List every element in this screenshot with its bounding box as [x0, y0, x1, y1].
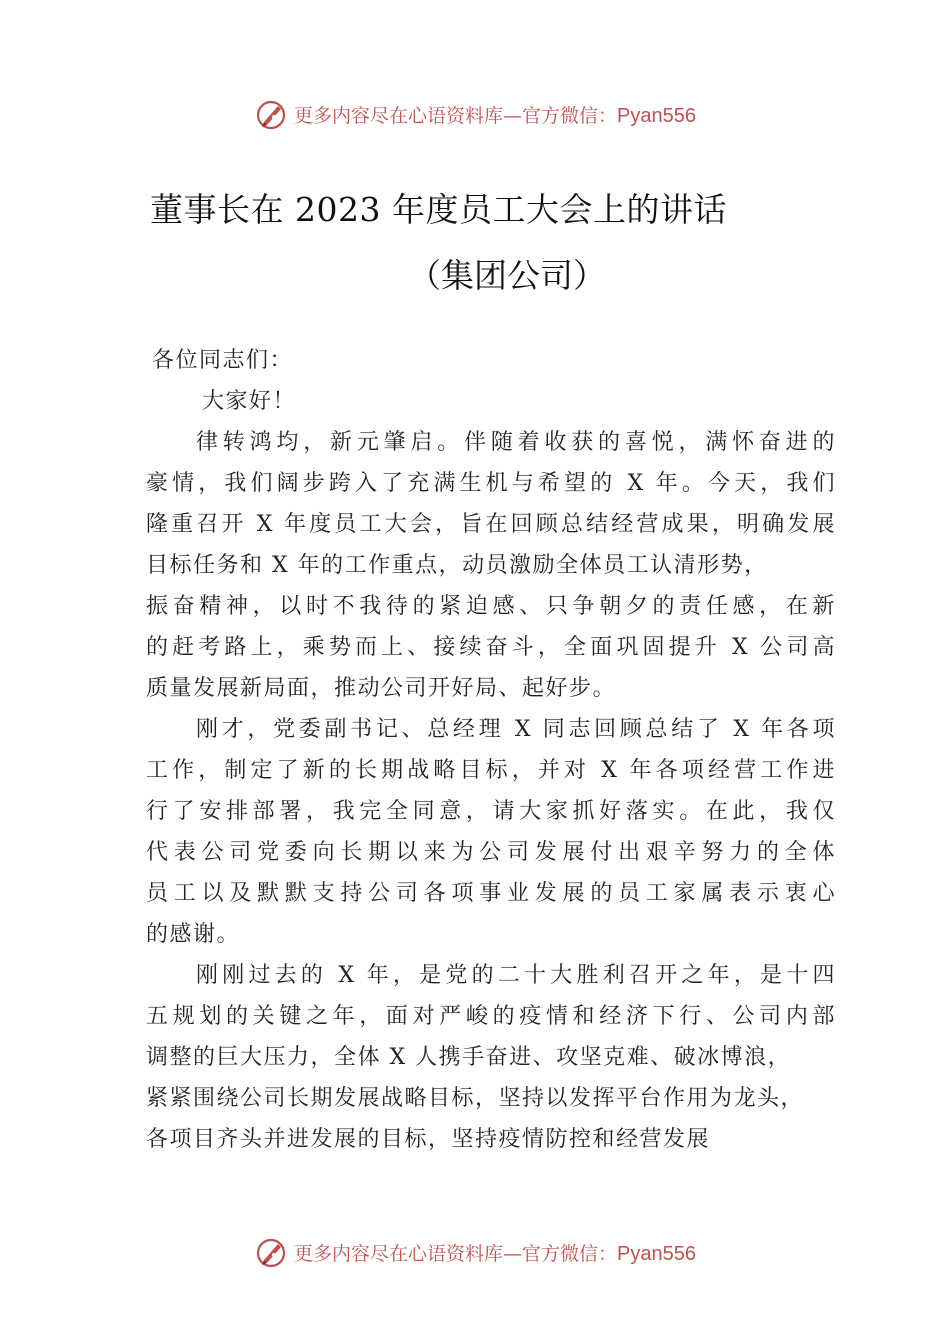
- watermark-text: 更多内容尽在心语资料库—官方微信：Pyan556: [294, 104, 696, 127]
- body-line: 行了安排部署，我完全同意，请大家抓好落实。在此，我仅: [146, 799, 836, 824]
- wechat-id: Pyan556: [617, 104, 696, 127]
- body-line: 刚刚过去的 X 年，是党的二十大胜利召开之年，是十四: [196, 963, 836, 988]
- body-line: 的赶考路上，乘势而上、接续奋斗，全面巩固提升 X 公司高: [146, 635, 836, 660]
- body-line: 豪情，我们阔步跨入了充满生机与希望的 X 年。今天，我们: [146, 471, 836, 496]
- body-line: 紧紧围绕公司长期发展战略目标，坚持以发挥平台作用为龙头，: [146, 1086, 805, 1111]
- body-paragraphs: [146, 422, 836, 1160]
- header-watermark: [0, 94, 950, 134]
- body-line: 目标任务和 X 年的工作重点，动员激励全体员工认清形势，: [146, 553, 768, 578]
- document-subtitle: （集团公司）: [408, 256, 606, 295]
- pen-logo-icon: [254, 97, 288, 131]
- document-title: 董事长在 2023 年度员工大会上的讲话: [150, 190, 727, 229]
- watermark-text: 更多内容尽在心语资料库—官方微信：Pyan556: [294, 1242, 696, 1265]
- body-line: 律转鸿均，新元肇启。伴随着收获的喜悦，满怀奋进的: [196, 430, 836, 455]
- body-line: 各项目齐头并进发展的目标，坚持疫情防控和经营发展: [146, 1127, 711, 1152]
- body-line: 工作，制定了新的长期战略目标，并对 X 年各项经营工作进: [146, 758, 836, 783]
- footer-watermark: [0, 1232, 950, 1272]
- body-line: 振奋精神，以时不我待的紧迫感、只争朝夕的责任感，在新: [146, 594, 836, 619]
- body-line: 五规划的关键之年，面对严峻的疫情和经济下行、公司内部: [146, 1004, 836, 1029]
- body-line: 的感谢。: [146, 922, 241, 947]
- pen-logo-icon: [254, 1235, 288, 1269]
- body-line: 隆重召开 X 年度员工大会，旨在回顾总结经营成果，明确发展: [146, 512, 836, 537]
- body-line: 调整的巨大压力，全体 X 人携手奋进、攻坚克难、破冰博浪，: [146, 1045, 792, 1070]
- body-line: 代表公司党委向长期以来为公司发展付出艰辛努力的全体: [146, 840, 836, 865]
- salutation: 各位同志们：: [152, 348, 294, 373]
- greeting: 大家好！: [202, 389, 297, 414]
- body-line: 刚才，党委副书记、总经理 X 同志回顾总结了 X 年各项: [196, 717, 836, 742]
- body-line: 员工以及默默支持公司各项事业发展的员工家属表示衷心: [146, 881, 836, 906]
- document-body: [146, 340, 836, 1160]
- wechat-id: Pyan556: [617, 1242, 696, 1265]
- body-line: 质量发展新局面，推动公司开好局、起好步。: [146, 676, 617, 701]
